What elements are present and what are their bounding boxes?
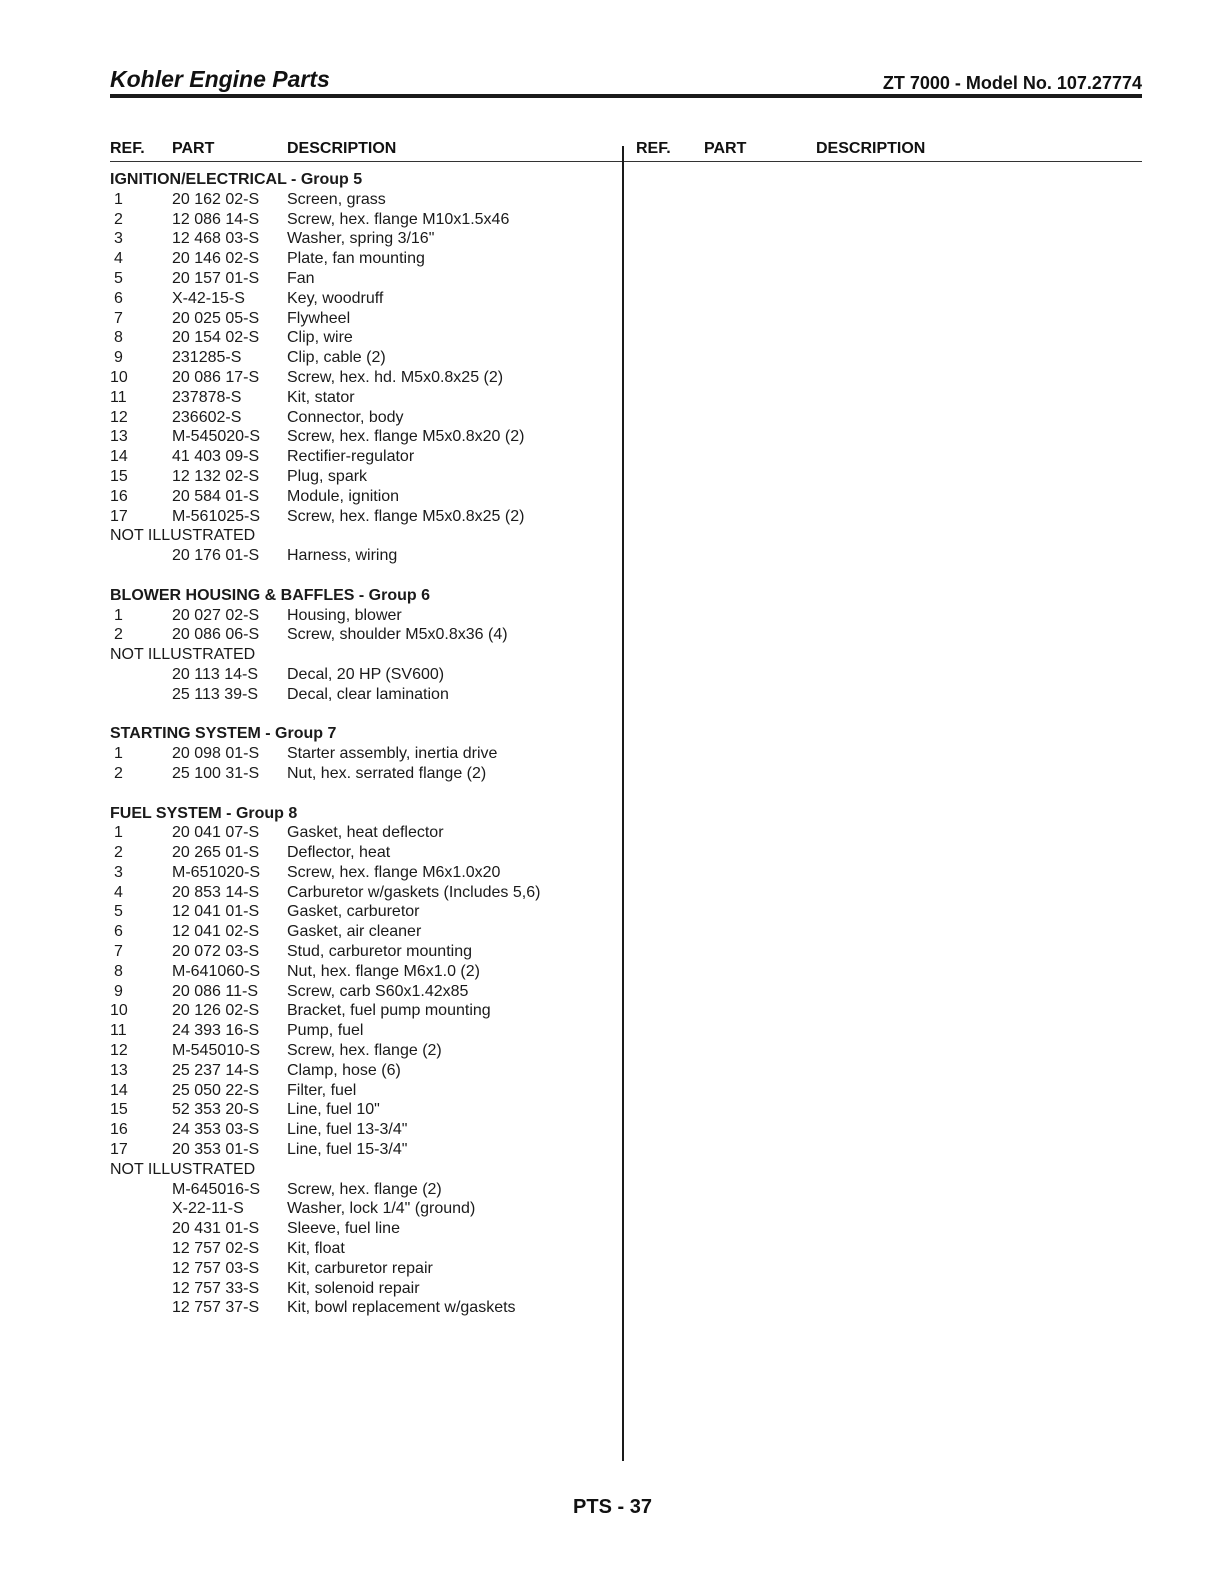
part-row: [110, 764, 610, 784]
part-row: [110, 210, 610, 230]
part-ref: 10: [110, 1002, 128, 1020]
part-number: 12 086 14-S: [172, 210, 260, 228]
part-row-not-illustrated: [110, 1219, 610, 1239]
part-ref: 2: [114, 626, 123, 644]
part-row-not-illustrated: [110, 546, 610, 566]
not-illustrated-label: NOT ILLUSTRATED: [110, 646, 256, 664]
column-header-rule-left: [110, 161, 622, 162]
part-number: 20 584 01-S: [172, 487, 260, 505]
part-row: [110, 962, 610, 982]
part-number: 25 113 39-S: [172, 685, 258, 703]
part-description: Decal, clear lamination: [287, 685, 449, 703]
model-number: ZT 7000 - Model No. 107.27774: [882, 73, 1142, 93]
part-row: [110, 863, 610, 883]
part-number: 25 100 31-S: [172, 764, 260, 782]
part-description: Kit, carburetor repair: [287, 1259, 433, 1277]
part-ref: 5: [114, 903, 123, 921]
parts-group: [110, 724, 610, 783]
part-row: [110, 1021, 610, 1041]
part-ref: 4: [114, 250, 123, 268]
part-row-not-illustrated: [110, 1239, 610, 1259]
part-number: 12 468 03-S: [172, 230, 260, 248]
group-title: FUEL SYSTEM - Group 8: [110, 804, 298, 822]
part-number: 41 403 09-S: [172, 448, 260, 466]
part-number: 20 027 02-S: [172, 606, 260, 624]
not-illustrated-label: NOT ILLUSTRATED: [110, 527, 256, 545]
part-ref: 17: [110, 1141, 128, 1159]
column-header-description: DESCRIPTION: [287, 140, 397, 157]
part-row: [110, 487, 610, 507]
group-title: IGNITION/ELECTRICAL - Group 5: [110, 171, 363, 188]
part-description: Kit, float: [287, 1240, 345, 1258]
part-row: [110, 229, 610, 249]
column-divider: [622, 146, 624, 1461]
part-description: Screw, shoulder M5x0.8x36 (4): [287, 626, 508, 644]
part-row: [110, 348, 610, 368]
part-description: Stud, carburetor mounting: [287, 943, 472, 961]
part-row: [110, 309, 610, 329]
part-ref: 3: [114, 863, 123, 881]
part-ref: 4: [114, 883, 123, 901]
part-number: 20 086 11-S: [172, 982, 258, 1000]
part-ref: 9: [114, 982, 123, 1000]
part-number: 20 072 03-S: [172, 943, 260, 961]
part-number: 12 757 33-S: [172, 1279, 260, 1297]
part-ref: 1: [114, 824, 123, 842]
part-description: Filter, fuel: [287, 1081, 357, 1099]
column-headers-left: [110, 140, 610, 162]
part-description: Washer, lock 1/4" (ground): [287, 1200, 476, 1218]
part-description: Plate, fan mounting: [287, 250, 425, 268]
part-row: [110, 625, 610, 645]
part-row: [110, 289, 610, 309]
part-description: Screw, hex. flange (2): [287, 1180, 442, 1198]
part-number: 12 041 02-S: [172, 923, 260, 941]
part-number: 25 237 14-S: [172, 1061, 260, 1079]
part-number: 20 113 14-S: [172, 665, 258, 683]
part-description: Sleeve, fuel line: [287, 1220, 400, 1238]
part-ref: 1: [114, 745, 123, 763]
part-row-not-illustrated: [110, 665, 610, 685]
part-number: X-42-15-S: [172, 289, 245, 307]
page-number: PTS - 37: [573, 1496, 652, 1518]
part-ref: 11: [110, 388, 127, 406]
column-header-rule-right: [624, 161, 1142, 162]
part-ref: 17: [110, 507, 128, 525]
part-ref: 16: [110, 1121, 128, 1139]
part-ref: 10: [110, 368, 128, 386]
part-row-not-illustrated: [110, 1298, 610, 1318]
part-ref: 6: [114, 289, 123, 307]
part-row: [110, 922, 610, 942]
part-number: 237878-S: [172, 388, 242, 406]
part-number: M-561025-S: [172, 507, 261, 525]
part-number: 20 265 01-S: [172, 844, 260, 862]
part-description: Gasket, carburetor: [287, 903, 420, 921]
part-ref: 15: [110, 1101, 128, 1119]
part-row: [110, 269, 610, 289]
parts-list: [110, 170, 610, 1318]
part-description: Rectifier-regulator: [287, 448, 415, 466]
part-description: Fan: [287, 269, 315, 287]
not-illustrated-label: NOT ILLUSTRATED: [110, 1160, 256, 1178]
part-description: Decal, 20 HP (SV600): [287, 665, 445, 683]
column-header-description: DESCRIPTION: [816, 140, 926, 157]
part-description: Screw, hex. hd. M5x0.8x25 (2): [287, 368, 504, 386]
part-ref: 8: [114, 329, 123, 347]
part-row: [110, 823, 610, 843]
part-number: 12 041 01-S: [172, 903, 260, 921]
part-description: Clip, wire: [287, 329, 353, 347]
part-row: [110, 388, 610, 408]
part-number: 20 086 06-S: [172, 626, 260, 644]
part-number: 12 757 02-S: [172, 1240, 260, 1258]
part-number: 20 025 05-S: [172, 309, 260, 327]
group-title: STARTING SYSTEM - Group 7: [110, 725, 337, 743]
part-description: Flywheel: [287, 309, 351, 327]
part-description: Screw, hex. flange M10x1.5x46: [287, 210, 510, 228]
part-description: Kit, solenoid repair: [287, 1279, 420, 1297]
part-number: M-545020-S: [172, 428, 261, 446]
part-description: Pump, fuel: [287, 1022, 364, 1040]
page-header: [110, 64, 1142, 98]
part-row: [110, 249, 610, 269]
part-description: Nut, hex. flange M6x1.0 (2): [287, 962, 480, 980]
part-row-not-illustrated: [110, 1259, 610, 1279]
parts-group: [110, 170, 610, 566]
part-row: [110, 507, 610, 527]
part-row: [110, 744, 610, 764]
part-ref: 14: [110, 1081, 128, 1099]
part-row: [110, 1041, 610, 1061]
part-description: Housing, blower: [287, 606, 402, 624]
part-number: 25 050 22-S: [172, 1081, 260, 1099]
part-row: [110, 1100, 610, 1120]
column-header-part: PART: [704, 140, 747, 157]
part-number: 20 086 17-S: [172, 368, 260, 386]
part-description: Screen, grass: [287, 190, 386, 208]
part-row: [110, 408, 610, 428]
part-ref: 2: [114, 844, 123, 862]
page-title: Kohler Engine Parts: [110, 66, 330, 92]
part-row: [110, 942, 610, 962]
part-number: 52 353 20-S: [172, 1101, 260, 1119]
part-description: Screw, hex. flange (2): [287, 1042, 442, 1060]
part-row-not-illustrated: [110, 685, 610, 705]
part-number: 20 853 14-S: [172, 883, 260, 901]
part-description: Deflector, heat: [287, 844, 391, 862]
part-ref: 7: [114, 309, 123, 327]
part-ref: 13: [110, 1061, 128, 1079]
part-row: [110, 1001, 610, 1021]
part-number: 12 757 03-S: [172, 1259, 260, 1277]
part-number: 12 757 37-S: [172, 1299, 260, 1317]
part-ref: 12: [110, 408, 128, 426]
part-description: Screw, hex. flange M5x0.8x25 (2): [287, 507, 525, 525]
part-description: Clamp, hose (6): [287, 1061, 401, 1079]
parts-group: [110, 586, 610, 705]
group-title: BLOWER HOUSING & BAFFLES - Group 6: [110, 586, 430, 604]
part-row: [110, 1081, 610, 1101]
part-description: Kit, stator: [287, 388, 355, 406]
part-row: [110, 843, 610, 863]
part-description: Starter assembly, inertia drive: [287, 745, 498, 763]
column-headers-right: [636, 140, 1136, 162]
part-number: 12 132 02-S: [172, 467, 260, 485]
part-ref: 2: [114, 764, 123, 782]
part-number: 20 098 01-S: [172, 745, 260, 763]
part-number: M-651020-S: [172, 863, 261, 881]
part-row: [110, 606, 610, 626]
part-ref: 13: [110, 428, 128, 446]
part-number: X-22-11-S: [172, 1200, 244, 1218]
part-description: Gasket, heat deflector: [287, 824, 444, 842]
part-description: Screw, carb S60x1.42x85: [287, 982, 469, 1000]
part-number: 20 176 01-S: [172, 547, 260, 565]
part-ref: 3: [114, 230, 123, 248]
part-ref: 1: [114, 606, 123, 624]
part-row: [110, 328, 610, 348]
part-number: M-645016-S: [172, 1180, 261, 1198]
part-description: Gasket, air cleaner: [287, 923, 422, 941]
part-description: Screw, hex. flange M5x0.8x20 (2): [287, 428, 525, 446]
part-row: [110, 368, 610, 388]
part-number: 20 162 02-S: [172, 190, 260, 208]
part-description: Connector, body: [287, 408, 404, 426]
part-ref: 12: [110, 1042, 128, 1060]
part-description: Line, fuel 10": [287, 1101, 380, 1119]
part-row: [110, 982, 610, 1002]
part-row: [110, 883, 610, 903]
part-ref: 14: [110, 448, 128, 466]
part-ref: 7: [114, 943, 123, 961]
part-number: 24 353 03-S: [172, 1121, 260, 1139]
part-ref: 16: [110, 487, 128, 505]
part-description: Washer, spring 3/16": [287, 230, 435, 248]
part-description: Screw, hex. flange M6x1.0x20: [287, 863, 501, 881]
part-row: [110, 427, 610, 447]
part-ref: 11: [110, 1022, 127, 1040]
part-number: 236602-S: [172, 408, 242, 426]
part-description: Nut, hex. serrated flange (2): [287, 764, 487, 782]
part-ref: 2: [114, 210, 123, 228]
part-row: [110, 1120, 610, 1140]
part-number: 20 353 01-S: [172, 1141, 260, 1159]
part-ref: 8: [114, 962, 123, 980]
column-header-part: PART: [172, 140, 215, 157]
part-description: Line, fuel 13-3/4": [287, 1121, 408, 1139]
part-row-not-illustrated: [110, 1199, 610, 1219]
part-description: Harness, wiring: [287, 547, 398, 565]
column-header-ref: REF.: [636, 140, 671, 157]
part-ref: 9: [114, 349, 123, 367]
part-number: M-545010-S: [172, 1042, 261, 1060]
part-description: Key, woodruff: [287, 289, 384, 307]
part-number: 20 154 02-S: [172, 329, 260, 347]
part-description: Plug, spark: [287, 467, 368, 485]
part-number: 20 126 02-S: [172, 1002, 260, 1020]
part-ref: 1: [114, 190, 123, 208]
part-number: 20 431 01-S: [172, 1220, 260, 1238]
part-description: Clip, cable (2): [287, 349, 386, 367]
part-number: M-641060-S: [172, 962, 261, 980]
part-number: 20 146 02-S: [172, 250, 260, 268]
header-rule: [110, 94, 1142, 98]
part-row: [110, 902, 610, 922]
part-ref: 6: [114, 923, 123, 941]
part-description: Bracket, fuel pump mounting: [287, 1002, 491, 1020]
part-row: [110, 1140, 610, 1160]
part-description: Carburetor w/gaskets (Includes 5,6): [287, 883, 541, 901]
part-row-not-illustrated: [110, 1180, 610, 1200]
part-row: [110, 447, 610, 467]
part-row: [110, 190, 610, 210]
part-number: 20 157 01-S: [172, 269, 260, 287]
part-number: 20 041 07-S: [172, 824, 260, 842]
column-header-ref: REF.: [110, 140, 145, 157]
part-ref: 15: [110, 467, 128, 485]
part-description: Module, ignition: [287, 487, 400, 505]
part-row: [110, 467, 610, 487]
part-number: 24 393 16-S: [172, 1022, 260, 1040]
part-ref: 5: [114, 269, 123, 287]
part-row: [110, 1061, 610, 1081]
part-number: 231285-S: [172, 349, 242, 367]
part-description: Kit, bowl replacement w/gaskets: [287, 1299, 516, 1317]
parts-group: [110, 804, 610, 1319]
part-row-not-illustrated: [110, 1279, 610, 1299]
part-description: Line, fuel 15-3/4": [287, 1141, 408, 1159]
